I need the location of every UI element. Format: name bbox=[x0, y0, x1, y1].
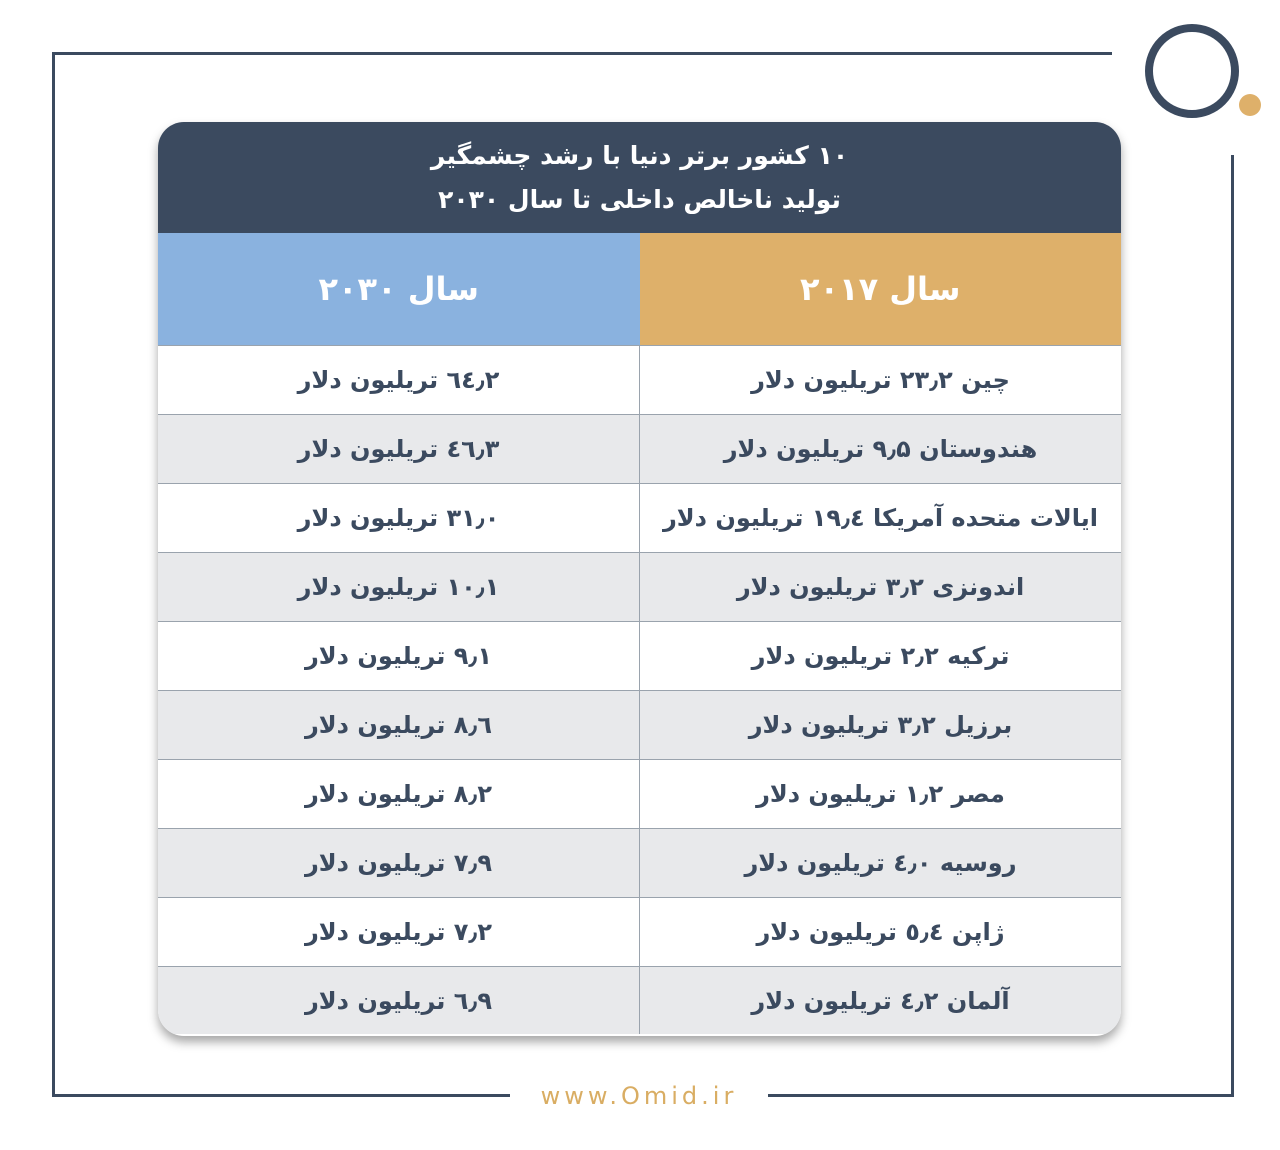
cell-2030: ٤٦٫۳ تریلیون دلار bbox=[158, 415, 640, 484]
frame-line-left bbox=[52, 52, 55, 1097]
table-row bbox=[158, 484, 1121, 553]
cell-2017: ژاپن ٥٫٤ تریلیون دلار bbox=[640, 898, 1122, 967]
cell-2030: ۷٫۹ تریلیون دلار bbox=[158, 829, 640, 898]
column-header-2017: سال ۲۰۱۷ bbox=[640, 233, 1122, 346]
table-row bbox=[158, 553, 1121, 622]
table-row bbox=[158, 967, 1121, 1035]
cell-2017: آلمان ٤٫۲ تریلیون دلار bbox=[640, 967, 1122, 1035]
frame-line-bottom-right bbox=[768, 1094, 1234, 1097]
cell-2030: ۸٫٦ تریلیون دلار bbox=[158, 691, 640, 760]
gdp-table-card bbox=[158, 122, 1121, 1036]
table-row bbox=[158, 346, 1121, 415]
frame-line-bottom-left bbox=[52, 1094, 510, 1097]
logo-ring-icon bbox=[1145, 24, 1239, 118]
footer-website-link[interactable]: www.Omid.ir bbox=[540, 1082, 738, 1110]
cell-2017: ایالات متحده آمریکا ۱۹٫٤ تریلیون دلار bbox=[640, 484, 1122, 553]
column-header-2030: سال ۲۰۳۰ bbox=[158, 233, 640, 346]
table-row bbox=[158, 415, 1121, 484]
frame-line-top bbox=[52, 52, 1112, 55]
cell-2017: مصر ۱٫۲ تریلیون دلار bbox=[640, 760, 1122, 829]
cell-2030: ٦٫۹ تریلیون دلار bbox=[158, 967, 640, 1035]
frame-line-right bbox=[1231, 155, 1234, 1097]
cell-2017: هندوستان ۹٫۵ تریلیون دلار bbox=[640, 415, 1122, 484]
column-header-row bbox=[158, 233, 1121, 346]
title-line-1: ۱۰ کشور برتر دنیا با رشد چشمگیر bbox=[430, 140, 849, 170]
cell-2017: چین ۲۳٫۲ تریلیون دلار bbox=[640, 346, 1122, 415]
title-line-2: تولید ناخالص داخلی تا سال ۲۰۳۰ bbox=[438, 184, 841, 214]
table-row bbox=[158, 760, 1121, 829]
cell-2017: روسیه ٤٫۰ تریلیون دلار bbox=[640, 829, 1122, 898]
cell-2017: برزیل ۳٫۲ تریلیون دلار bbox=[640, 691, 1122, 760]
cell-2017: اندونزی ۳٫۲ تریلیون دلار bbox=[640, 553, 1122, 622]
cell-2030: ۹٫۱ تریلیون دلار bbox=[158, 622, 640, 691]
cell-2030: ٦٤٫۲ تریلیون دلار bbox=[158, 346, 640, 415]
cell-2030: ۳۱٫۰ تریلیون دلار bbox=[158, 484, 640, 553]
table-row bbox=[158, 691, 1121, 760]
table-title bbox=[158, 122, 1121, 233]
table-row bbox=[158, 622, 1121, 691]
cell-2017: ترکیه ۲٫۲ تریلیون دلار bbox=[640, 622, 1122, 691]
cell-2030: ۸٫۲ تریلیون دلار bbox=[158, 760, 640, 829]
logo-dot-icon bbox=[1239, 94, 1261, 116]
table-row bbox=[158, 829, 1121, 898]
table-row bbox=[158, 898, 1121, 967]
cell-2030: ۷٫۲ تریلیون دلار bbox=[158, 898, 640, 967]
cell-2030: ۱۰٫۱ تریلیون دلار bbox=[158, 553, 640, 622]
gdp-table bbox=[158, 233, 1121, 1034]
